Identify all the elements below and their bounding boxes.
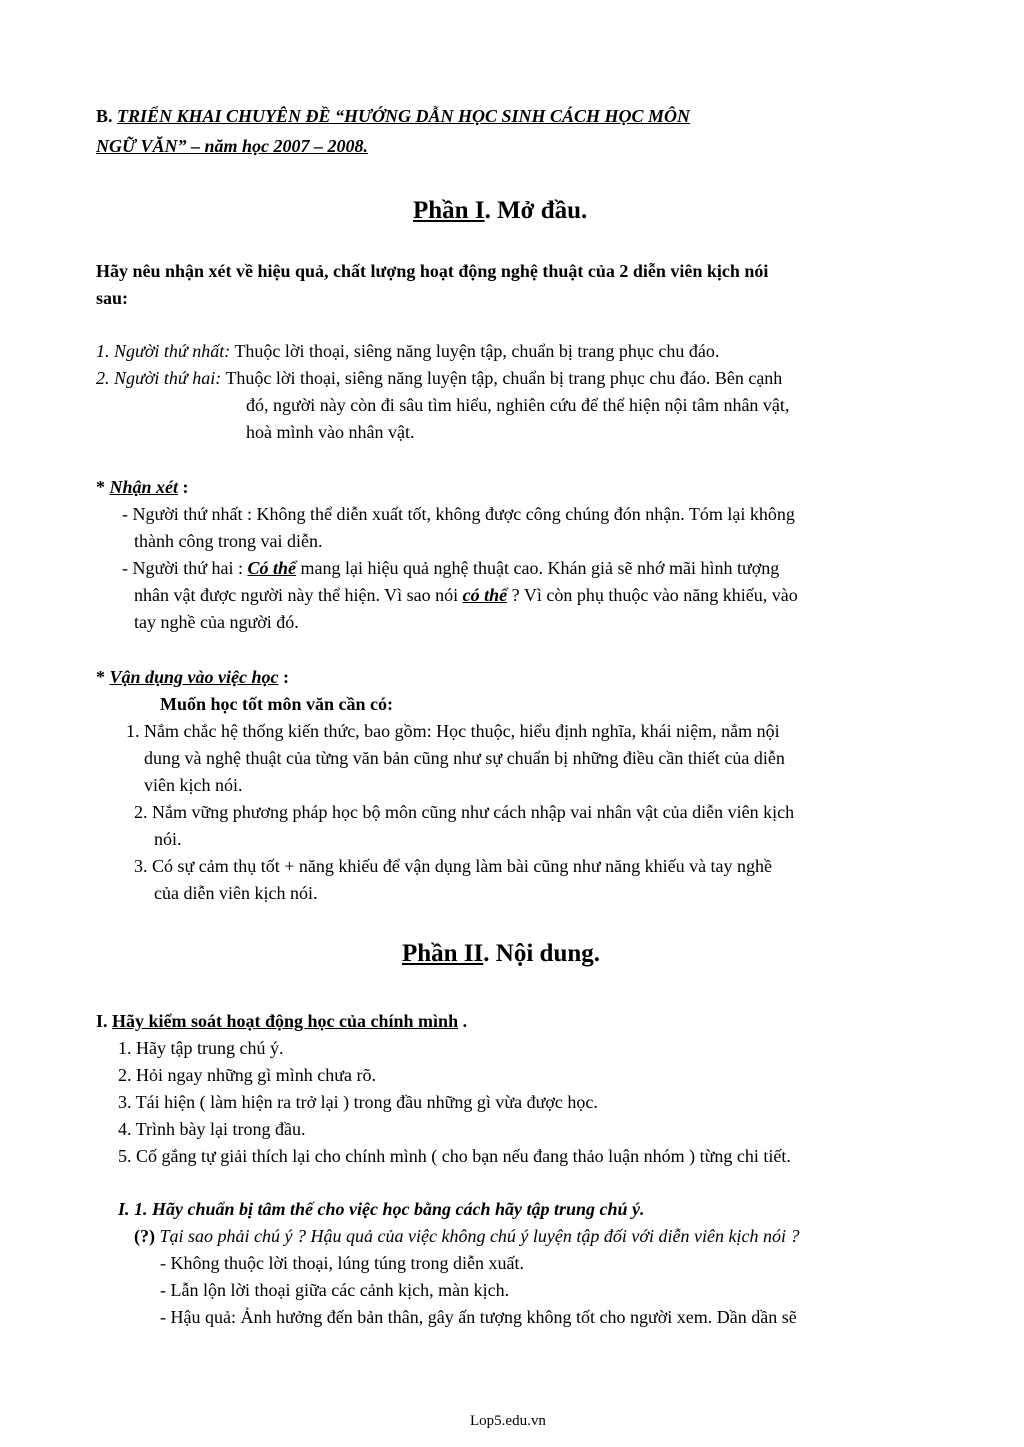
question-line2: sau: [96, 288, 129, 308]
answer-item: - Không thuộc lời thoại, lúng túng trong diễn xuất. [160, 1253, 524, 1273]
answer-item: - Hậu quả: Ảnh hưởng đến bản thân, gây ấn tượng không tốt cho người xem. Dần dần sẽ [160, 1307, 797, 1327]
section1-title: Hãy kiểm soát hoạt động học của chính mình [112, 1011, 459, 1031]
question-line [134, 1223, 799, 1250]
remark-star: * [96, 477, 105, 497]
heading-prefix: B. [96, 106, 113, 126]
part2-title-text: . Nội dung. [483, 940, 601, 967]
need1-line3: viên kịch nói. [144, 775, 243, 795]
footer-source: Lop5.edu.vn [470, 1413, 546, 1429]
apply-label: Vận dụng vào việc học [109, 667, 279, 687]
need1-line1: 1. Nắm chắc hệ thống kiến thức, bao gồm: Học thuộc, hiểu định nghĩa, khái niệm, nắm nội [126, 721, 780, 741]
part1-title [413, 195, 587, 227]
remark1-line1: - Người thứ nhất : Không thể diễn xuất tốt, không được công chúng đón nhận. Tóm lại không [122, 504, 795, 524]
need2-line2: nói. [154, 829, 182, 849]
remark2-pre: - Người thứ hai : [122, 558, 244, 578]
heading-title-line2: NGỮ VĂN” – năm học 2007 – 2008. [96, 136, 368, 156]
step-item: 5. Cố gắng tự giải thích lại cho chính mình ( cho bạn nếu đang thảo luận nhóm ) từng chi tiết. [118, 1146, 791, 1166]
apply-colon: : [283, 667, 289, 687]
person1-text: Thuộc lời thoại, siêng năng luyện tập, chuẩn bị trang phục chu đáo. [234, 341, 720, 361]
person1-line [96, 338, 719, 365]
remark2-line1 [122, 555, 779, 582]
need2-line1: 2. Nắm vững phương pháp học bộ môn cũng như cách nhập vai nhân vật của diễn viên kịch [134, 802, 795, 822]
remark2-line3: tay nghề của người đó. [134, 612, 299, 632]
person2-label: 2. Người thứ hai: [96, 368, 222, 388]
section1-dot: . [462, 1011, 468, 1031]
part2-label: Phần II [402, 940, 484, 967]
step-item: 4. Trình bày lại trong đầu. [118, 1119, 306, 1139]
part1-title-text: . Mở đầu. [484, 197, 588, 224]
heading-line-1 [96, 103, 690, 130]
remark2-post: mang lại hiệu quả nghệ thuật cao. Khán giả sẽ nhớ mãi hình tượng [300, 558, 780, 578]
part1-label: Phần I [413, 197, 485, 224]
person1-label: 1. Người thứ nhất: [96, 341, 231, 361]
question-line1: Hãy nêu nhận xét về hiệu quả, chất lượng hoạt động nghệ thuật của 2 diễn viên kịch nói [96, 261, 769, 281]
part2-title [402, 938, 600, 970]
heading-title-line1: TRIỂN KHAI CHUYÊN ĐỀ “HƯỚNG DẪN HỌC SINH CÁCH HỌC MÔN [117, 106, 691, 126]
need1-line2: dung và nghệ thuật của từng văn bản cũng như sự chuẩn bị những điều cần thiết của diễn [144, 748, 785, 768]
need3-line2: của diễn viên kịch nói. [154, 883, 318, 903]
remark2-emphasis: Có thể [247, 558, 297, 578]
remark2-line2 [134, 582, 798, 609]
remark2-line2-post: ? Vì còn phụ thuộc vào năng khiếu, vào [511, 585, 798, 605]
need-title: Muốn học tốt môn văn cần có: [160, 694, 393, 714]
apply-star: * [96, 667, 105, 687]
question-text: Tại sao phải chú ý ? Hậu quả của việc không chú ý luyện tập đối với diễn viên kịch nói ? [159, 1226, 800, 1246]
person2-line2: đó, người này còn đi sâu tìm hiểu, nghiên cứu để thể hiện nội tâm nhân vật, [246, 395, 790, 415]
remark-colon: : [182, 477, 189, 497]
step-item: 3. Tái hiện ( làm hiện ra trở lại ) trong đầu những gì vừa được học. [118, 1092, 598, 1112]
remark1-line2: thành công trong vai diễn. [134, 531, 323, 551]
remark-label: Nhận xét [109, 477, 179, 497]
subsection1-title: I. 1. Hãy chuẩn bị tâm thế cho việc học bằng cách hãy tập trung chú ý. [118, 1199, 645, 1219]
apply-heading [96, 664, 289, 691]
need3-line1: 3. Có sự cảm thụ tốt + năng khiếu để vận dụng làm bài cũng như năng khiếu và tay nghề [134, 856, 773, 876]
question-mark: (?) [134, 1226, 155, 1246]
answer-item: - Lẫn lộn lời thoại giữa các cảnh kịch, màn kịch. [160, 1280, 510, 1300]
person2-line1 [96, 365, 782, 392]
remark2-line2-pre: nhân vật được người này thể hiện. Vì sao nói [134, 585, 459, 605]
remark2-line2-emphasis: có thể [462, 585, 508, 605]
section1-heading [96, 1008, 467, 1035]
step-item: 2. Hỏi ngay những gì mình chưa rõ. [118, 1065, 376, 1085]
section1-prefix: I. [96, 1011, 108, 1031]
person2-text-line1: Thuộc lời thoại, siêng năng luyện tập, chuẩn bị trang phục chu đáo. Bên cạnh [225, 368, 783, 388]
person2-line3: hoà mình vào nhân vật. [246, 422, 415, 442]
remark-heading [96, 474, 189, 501]
step-item: 1. Hãy tập trung chú ý. [118, 1038, 284, 1058]
